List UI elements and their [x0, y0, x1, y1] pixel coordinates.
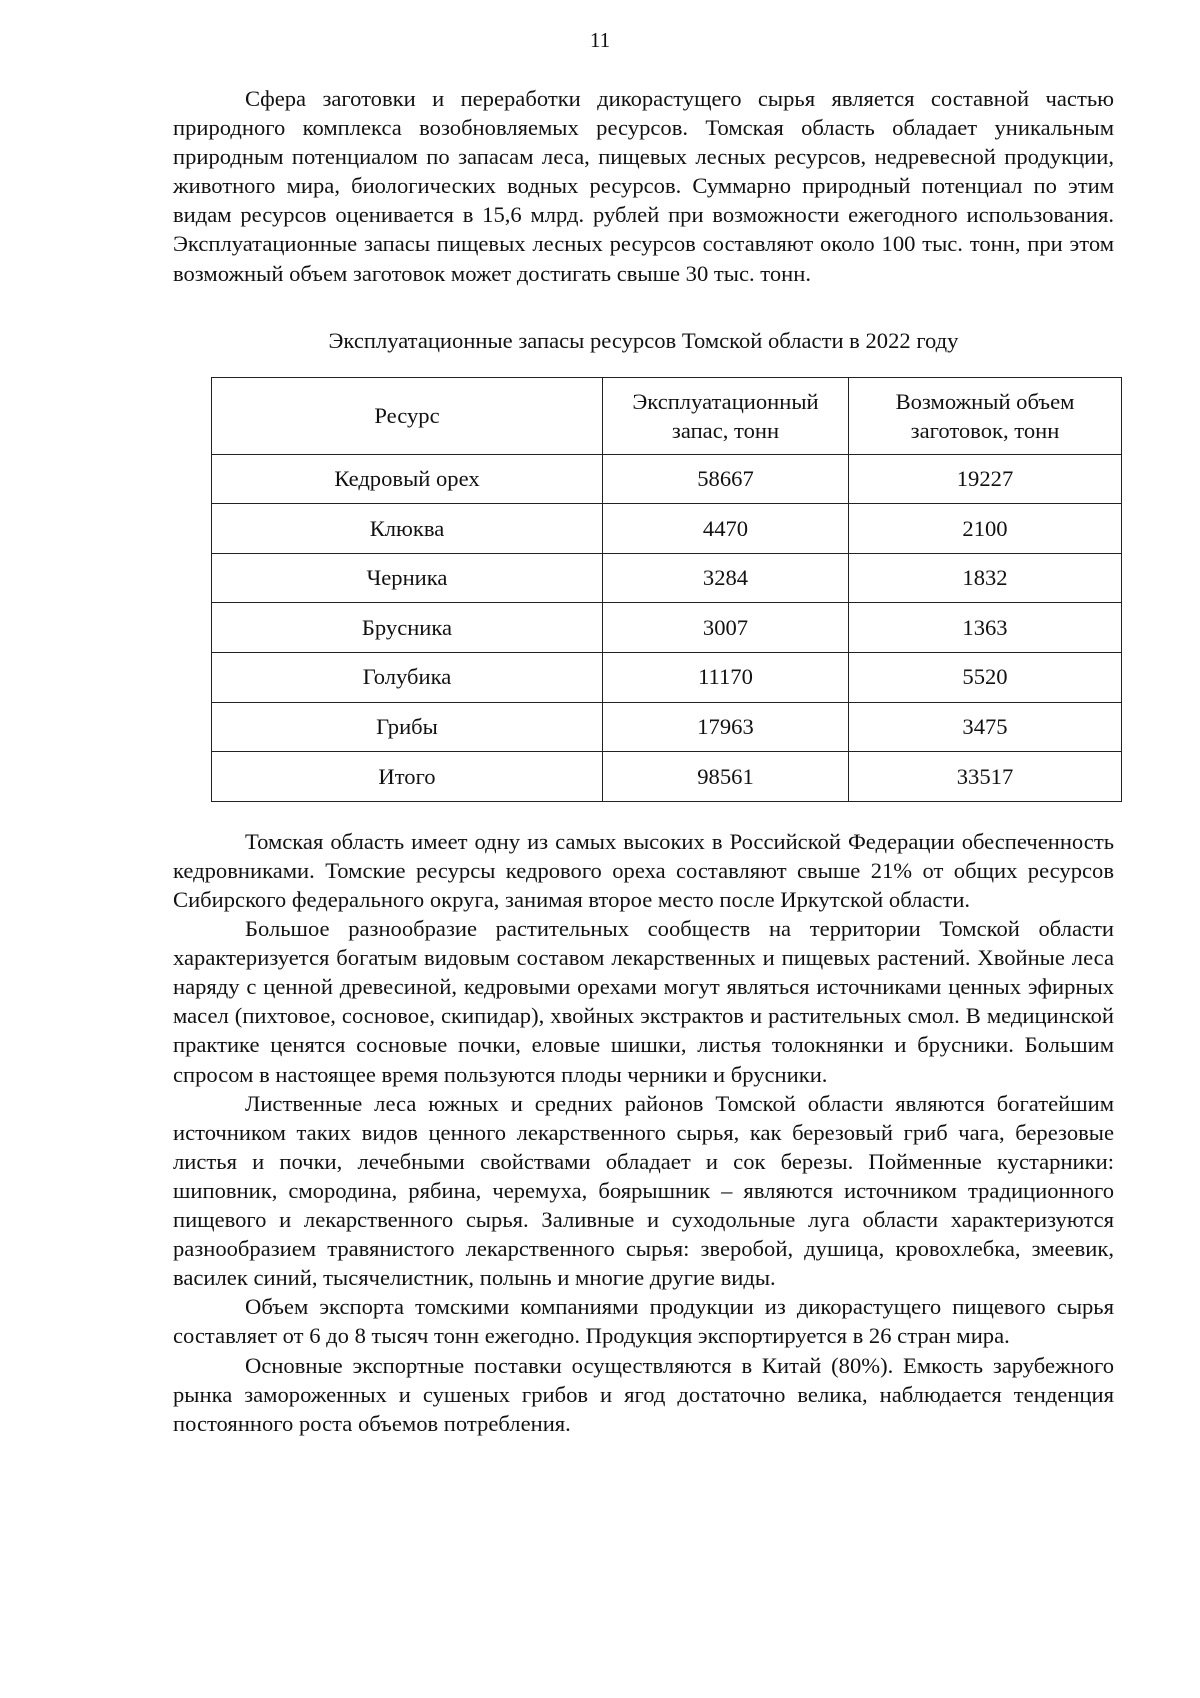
- table-row: [212, 553, 1122, 603]
- cell-resource: Грибы: [212, 702, 603, 752]
- cell-resource: Кедровый орех: [212, 454, 603, 504]
- cell-harvest: 2100: [849, 504, 1122, 554]
- body-text: [173, 827, 1114, 1438]
- table-total-row: [212, 752, 1122, 802]
- table-header-row: [212, 377, 1122, 454]
- cell-reserve: 58667: [603, 454, 849, 504]
- header-reserve: Эксплуатационный запас, тонн: [603, 377, 849, 454]
- cell-reserve: 17963: [603, 702, 849, 752]
- paragraph: Основные экспортные поставки осуществляются в Китай (80%). Емкость зарубежного рынка замороженных и сушеных грибов и ягод достаточно велика, наблюдается тенденция постоянного роста объемов потребления.: [173, 1352, 1114, 1436]
- cell-resource: Голубика: [212, 653, 603, 703]
- cell-resource: Итого: [212, 752, 603, 802]
- paragraph: Томская область имеет одну из самых высоких в Российской Федерации обеспеченность кедровниками. Томские ресурсы кедрового ореха составляют свыше 21% от общих ресурсов Сибирского федерального округа, занимая второе место после Иркутской области.: [173, 828, 1114, 912]
- table-caption: Эксплуатационные запасы ресурсов Томской области в 2022 году: [328, 327, 959, 353]
- header-resource: Ресурс: [212, 377, 603, 454]
- page-content: [173, 84, 1114, 1438]
- resources-table: [211, 377, 1122, 802]
- page-number: 11: [589, 28, 611, 52]
- cell-reserve: 3007: [603, 603, 849, 653]
- cell-resource: Черника: [212, 553, 603, 603]
- intro-paragraph: Сфера заготовки и переработки дикорастущего сырья является составной частью природного комплекса возобновляемых ресурсов. Томская область обладает уникальным природным потенциалом по запасам леса, пищевых лесных ресурсов, недревесной продукции, животного мира, биологических водных ресурсов. Суммарно природный потенциал по этим видам ресурсов оценивается в 15,6 млрд. рублей при возможности ежегодного использования. Эксплуатационные запасы пищевых лесных ресурсов составляют около 100 тыс. тонн, при этом возможный объем заготовок может достигать свыше 30 тыс. тонн.: [173, 86, 1114, 286]
- cell-harvest: 33517: [849, 752, 1122, 802]
- table-row: [212, 702, 1122, 752]
- paragraph: Объем экспорта томскими компаниями продукции из дикорастущего пищевого сырья составляет от 6 до 8 тысяч тонн ежегодно. Продукция экспортируется в 26 стран мира.: [173, 1294, 1114, 1349]
- cell-harvest: 1832: [849, 553, 1122, 603]
- table-row: [212, 603, 1122, 653]
- cell-harvest: 19227: [849, 454, 1122, 504]
- table-row: [212, 653, 1122, 703]
- cell-reserve: 11170: [603, 653, 849, 703]
- cell-harvest: 5520: [849, 653, 1122, 703]
- cell-reserve: 98561: [603, 752, 849, 802]
- header-harvest: Возможный объем заготовок, тонн: [849, 377, 1122, 454]
- paragraph: Большое разнообразие растительных сообществ на территории Томской области характеризуется богатым видовым составом лекарственных и пищевых растений. Хвойные леса наряду с ценной древесиной, кедровыми орехами могут являться источниками ценных эфирных масел (пихтовое, сосновое, скипидар), хвойных экстрактов и растительных смол. В медицинской практике ценятся сосновые почки, еловые шишки, листья толокнянки и брусники. Большим спросом в настоящее время пользуются плоды черники и брусники.: [173, 916, 1114, 1087]
- cell-resource: Клюква: [212, 504, 603, 554]
- cell-harvest: 1363: [849, 603, 1122, 653]
- cell-harvest: 3475: [849, 702, 1122, 752]
- table-row: [212, 504, 1122, 554]
- table-row: [212, 454, 1122, 504]
- cell-reserve: 3284: [603, 553, 849, 603]
- cell-resource: Брусника: [212, 603, 603, 653]
- paragraph: Лиственные леса южных и средних районов Томской области являются богатейшим источником таких видов ценного лекарственного сырья, как березовый гриб чага, березовые листья и почки, лечебными свойствами обладает и сок березы. Пойменные кустарники: шиповник, смородина, рябина, черемуха, боярышник – являются источником традиционного пищевого и лекарственного сырья. Заливные и суходольные луга области характеризуются разнообразием травянистого лекарственного сырья: зверобой, душица, кровохлебка, змеевик, василек синий, тысячелистник, полынь и многие другие виды.: [173, 1090, 1114, 1291]
- cell-reserve: 4470: [603, 504, 849, 554]
